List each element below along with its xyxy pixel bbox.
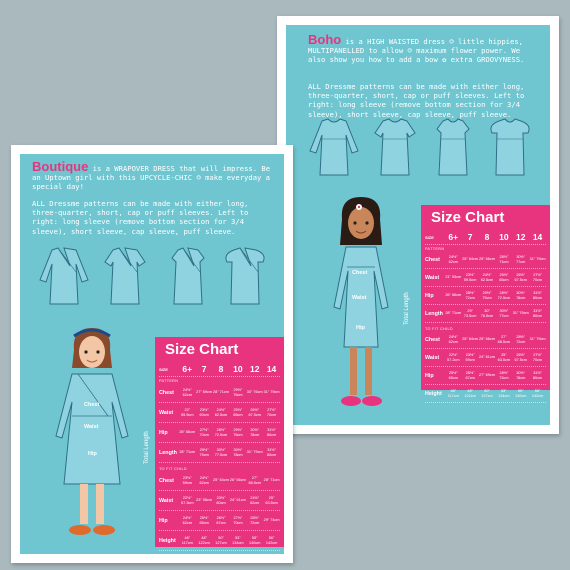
row-label: Hip [425,292,434,299]
table-cell: 26" 66cm [229,478,246,483]
table-cell: 22½" 57.3cm [181,496,194,505]
table-row [159,471,280,491]
table-cell: 28½" 72cm [465,291,475,300]
boho-size-header [425,230,546,245]
table-row [159,531,280,551]
table-row [425,385,546,403]
table-cell: 31" 79cm [529,337,546,342]
boho-waist-label: Waist [352,295,367,301]
table-cell: 31½" 80cm [266,428,277,437]
boutique-size-header [159,362,280,377]
table-cell: 24½" 62cm [182,516,192,525]
table-cell: 26" 66cm [179,430,196,435]
table-cell: 55" 140cm [515,389,527,398]
table-cell: 24" 61cm [479,355,495,360]
table-cell: 56" 142cm [265,536,278,545]
boutique-fit-rows [159,471,280,551]
boutique-hip-label: Hip [88,451,97,457]
row-label: Chest [159,389,174,396]
boho-dress-cap-sleeve [433,117,473,179]
boho-chart-title: Size Chart [431,209,505,226]
table-row [425,367,546,385]
row-label: Hip [159,429,168,436]
boho-length-label: Total Length [404,292,410,325]
table-cell: 48" 122cm [198,536,210,545]
table-cell: 25" 66cm [479,257,495,262]
table-row [425,251,546,269]
row-label: Chest [425,256,440,263]
boutique-pattern-section: PATTERN [159,379,179,383]
smiley-icon: ☺ [407,46,412,56]
row-label: Hip [425,372,434,379]
table-cell: 30½" 78cm [516,371,526,380]
table-cell: 31" 79cm [529,257,546,262]
boutique-intro-text-2: make everyday a special day! [32,173,271,192]
table-cell: 23½" 59.5cm [463,273,477,282]
table-cell: 28" 71cm [445,311,462,316]
boho-dress-long-sleeve [308,117,360,179]
boho-pattern-section: PATTERN [425,247,445,251]
row-label: Chest [425,336,440,343]
table-cell: 31" 79cm [246,450,263,455]
table-cell: 28" 71cm [263,478,280,483]
table-cell: 24½" 62.5cm [480,273,494,282]
boutique-dress-long-sleeve [38,246,90,308]
table-cell: 26½" 67.5cm [514,273,527,282]
table-cell: 50" 127cm [215,536,227,545]
boho-intro-text-4: extra GROOVYNESS. [446,55,525,65]
table-cell: 27" 69cm [479,373,495,378]
boho-title: Boho [308,32,342,47]
table-row [425,349,546,367]
boho-intro [308,32,540,65]
table-row [425,269,546,287]
table-cell: 46" 117cm [181,536,193,545]
table-cell: 29½" 75cm [233,428,243,437]
table-cell: 30½" 77.5cm [214,448,228,457]
smiley-icon: ☺ [196,173,201,183]
table-cell: 26½" 67cm [216,516,226,525]
row-label: Height [159,537,176,544]
table-cell: 30" 76cm [246,390,263,395]
table-cell: 30½" 77cm [516,255,526,264]
table-row [159,403,280,423]
table-cell: 24" 61cm [229,498,246,503]
boutique-title: Boutique [32,159,89,174]
table-cell: 23" 58cm [196,498,213,503]
table-cell: 27" 68.5cm [497,335,511,344]
table-cell: 25" 64cm [462,337,479,342]
table-cell: 31½" 80cm [266,448,277,457]
boutique-chart-title: Size Chart [165,341,239,358]
row-label: Hip [159,517,168,524]
row-label: Height [425,390,442,397]
table-cell: 26½" 67.5cm [514,353,527,362]
table-cell: 30" 76.5cm [480,309,494,318]
row-label: Waist [159,409,174,416]
table-cell: 28½" 72cm [250,516,260,525]
boutique-size-col: 6+ [182,364,193,374]
table-cell: 28" 71cm [179,450,196,455]
table-cell: 29" 74cm [263,518,280,523]
table-cell: 25" 63.5cm [497,353,511,362]
boutique-size-label: SIZE [159,366,168,372]
boutique-size-col: 8 [218,364,224,374]
boho-intro-text-3: maximum flower power. We also show you how to add a bow [308,46,521,65]
boutique-size-col: 12 [249,364,260,374]
table-cell: 56" 142cm [531,389,544,398]
table-cell: 28" 71cm [213,390,229,395]
table-cell: 28½" 72cm [499,371,509,380]
row-label: Chest [159,477,174,484]
table-cell: 29" 73.5cm [463,309,477,318]
table-cell: 23½" 60cm [216,496,226,505]
table-cell: 27½" 70cm [532,273,543,282]
table-cell: 28½" 72.5cm [497,291,511,300]
table-cell: 23½" 59cm [182,476,192,485]
boho-dress-short-sleeve [373,117,417,179]
table-cell: 26½" 67cm [465,371,475,380]
boho-hip-label: Hip [356,325,365,331]
row-label: Waist [425,354,440,361]
boho-size-col: 6+ [448,232,459,242]
boho-size-col: 12 [515,232,526,242]
table-cell: 28½" 72.5cm [214,428,228,437]
boho-card [277,16,559,434]
row-label: Length [425,310,443,317]
table-cell: 24½" 62cm [182,388,192,397]
boho-size-chart [421,205,550,398]
boho-intro-text-1: is a HIGH WAISTED dress [341,37,450,46]
boho-fit-section: TO FIT CHILD [425,327,453,331]
boho-dress-puff-sleeve [488,117,532,179]
table-cell: 31½" 80cm [532,291,543,300]
boho-size-col: 10 [499,232,509,242]
table-row [425,305,546,323]
boho-panel [286,25,550,425]
table-row [425,287,546,305]
row-label: Waist [159,497,174,504]
table-cell: 24½" 62cm [199,476,209,485]
boutique-size-chart [155,337,284,547]
boho-size-col: 14 [532,232,543,242]
table-cell: 31½" 80cm [532,371,543,380]
boutique-panel [20,154,284,554]
boho-size-col: 8 [484,232,490,242]
table-cell: 25½" 65cm [499,273,509,282]
table-cell: 31" 79cm [263,390,280,395]
table-row [159,511,280,531]
table-cell: 29½" 75cm [233,388,243,397]
boutique-intro [32,159,272,192]
table-cell: 21" 53cm [445,275,462,280]
boho-intro-text-2: little hippies, MULTIPANELLED to allow [308,37,523,56]
table-row [159,423,280,443]
boutique-card [11,145,293,563]
boho-pattern-rows [425,251,546,323]
boutique-dress-short-sleeve [103,246,147,308]
table-cell: 27½" 70cm [233,516,243,525]
table-cell: 30½" 77cm [499,309,509,318]
table-cell: 24½" 62cm [250,496,260,505]
table-cell: 50" 127cm [481,389,493,398]
table-cell: 26½" 67.5cm [248,408,261,417]
table-row [159,383,280,403]
table-cell: 55" 140cm [249,536,261,545]
table-cell: 53" 134cm [232,536,244,545]
boutique-length-label: Total Length [144,431,150,464]
table-cell: 24½" 62.5cm [214,408,228,417]
boutique-sleeves-text: ALL Dressme patterns can be made with either long, three-quarter, short, cap or puff sleeves. Left to right: long sleeve (remove bottom section for 3/4 sleeve), short sleeve, cap sleeve, puff sleeve. [32,199,249,236]
table-cell: 46" 117cm [447,389,459,398]
table-cell: 22½" 57.2cm [447,353,460,362]
smiley-icon: ☺ [449,37,454,46]
table-cell: 53" 134cm [498,389,510,398]
table-row [159,491,280,511]
boutique-size-col: 7 [201,364,207,374]
table-row [425,331,546,349]
boho-fit-rows [425,331,546,403]
table-cell: 29½" 75cm [482,291,492,300]
table-cell: 31½" 80cm [532,309,543,318]
table-cell: 27" 68.5cm [248,476,261,485]
table-cell: 25" 66cm [479,337,495,342]
table-cell: 30½" 78cm [516,291,526,300]
table-cell: 25" 64cm [462,257,479,262]
boho-girl-figure [316,197,406,417]
boutique-pattern-rows [159,383,280,463]
table-cell: 31" 79cm [512,311,529,316]
boho-chest-label: Chest [352,270,368,276]
table-cell: 25½" 65cm [233,408,243,417]
table-cell: 29½" 75cm [199,448,209,457]
table-cell: 25" 64cm [213,478,229,483]
boutique-girl-figure [42,324,142,549]
row-label: Waist [425,274,440,281]
table-cell: 22" 55.5cm [181,408,194,417]
row-label: Length [159,449,177,456]
table-cell: 26" 66cm [445,293,462,298]
table-cell: 23½" 59cm [465,353,475,362]
boutique-dress-puff-sleeve [223,246,267,308]
boutique-intro-text-1: is a WRAPOVER DRESS that will impress. Be an Uptown girl with this UPCYCLE-CHIC [32,164,271,183]
boutique-size-col: 14 [266,364,277,374]
table-cell: 27" 69cm [196,390,213,395]
table-cell: 27½" 70cm [199,428,209,437]
flower-icon: ✿ [442,55,447,65]
table-cell: 23½" 60cm [199,408,209,417]
table-cell: 25½" 65cm [199,516,209,525]
boho-size-label: SIZE [425,234,434,240]
boutique-size-col: 10 [233,364,243,374]
table-row [159,443,280,463]
table-cell: 25½" 65cm [448,371,458,380]
boutique-dress-cap-sleeve [168,246,208,308]
boutique-waist-label: Waist [84,424,99,430]
table-cell: 24½" 62cm [448,335,458,344]
boutique-chest-label: Chest [84,402,100,408]
table-cell: 30½" 78cm [250,428,260,437]
table-cell: 48" 122cm [464,389,476,398]
table-cell: 30½" 78cm [233,448,243,457]
table-cell: 28½" 72cm [516,335,526,344]
boutique-fit-section: TO FIT CHILD [159,467,187,471]
table-cell: 25" 63.5cm [265,496,278,505]
boho-sleeves-text: ALL Dressme patterns can be made with either long, three-quarter, short, cap or puff sleeves. Left to right: long sleeve (remove bottom section for 3/4 sleeve), short sleeve, cap sleeve, puff sleeve. [308,82,525,119]
table-cell: 27½" 70cm [266,408,277,417]
table-cell: 27½" 70cm [532,353,543,362]
table-cell: 24½" 62cm [448,255,458,264]
boho-size-col: 7 [467,232,473,242]
table-cell: 28½" 71cm [499,255,509,264]
